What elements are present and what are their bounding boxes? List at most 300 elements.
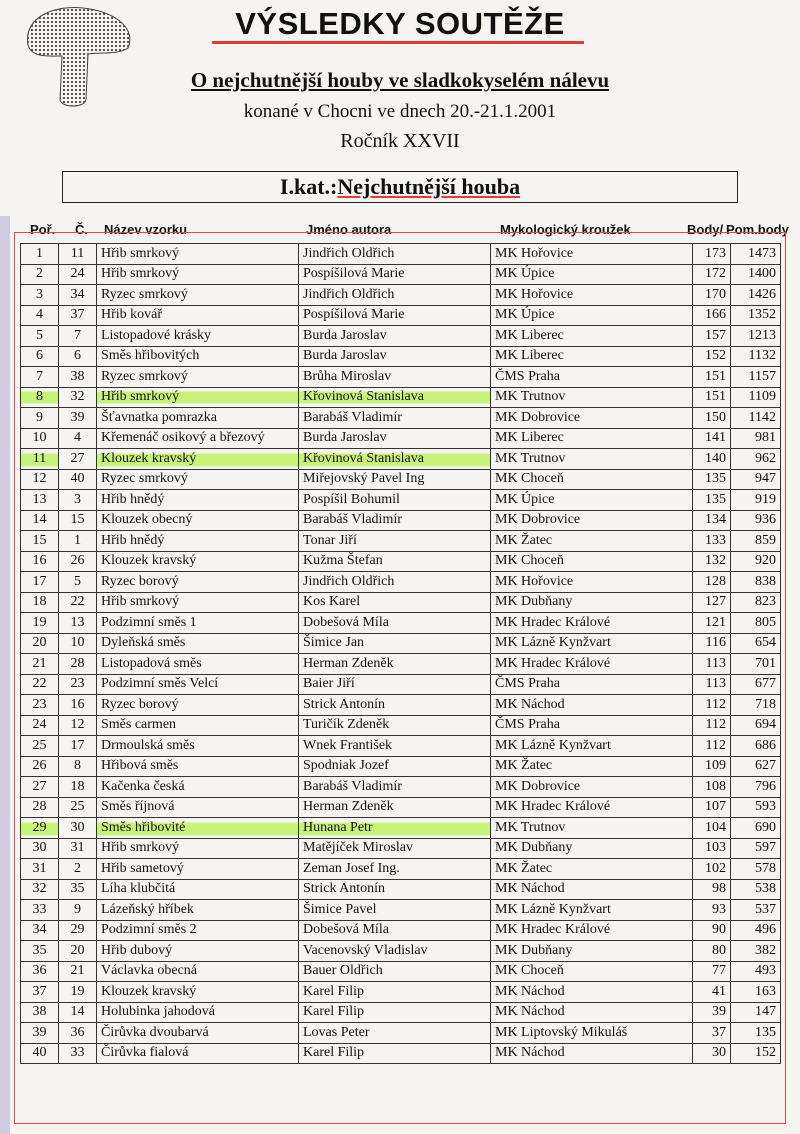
header-sample: Název vzorku	[104, 222, 188, 237]
sample-cell: Listopadové krásky	[97, 326, 299, 347]
number-cell: 37	[59, 305, 97, 326]
table-row	[21, 797, 781, 818]
aux-points-cell: 1400	[731, 264, 781, 285]
sample-cell: Hřib smrkový	[97, 264, 299, 285]
aux-points-cell: 805	[731, 613, 781, 634]
club-cell: MK Úpice	[491, 490, 693, 511]
sample-cell: Ryzec smrkový	[97, 285, 299, 306]
club-cell: MK Dubňany	[491, 838, 693, 859]
rank-cell: 39	[21, 1023, 59, 1044]
club-cell: MK Náchod	[491, 1043, 693, 1064]
points-cell: 170	[693, 285, 731, 306]
points-cell: 41	[693, 982, 731, 1003]
aux-points-cell: 981	[731, 428, 781, 449]
club-cell: MK Náchod	[491, 982, 693, 1003]
number-cell: 31	[59, 838, 97, 859]
aux-points-cell: 1109	[731, 387, 781, 408]
header-author: Jméno autora	[306, 222, 392, 237]
sample-cell: Listopadová směs	[97, 654, 299, 675]
points-cell: 121	[693, 613, 731, 634]
aux-points-cell: 694	[731, 715, 781, 736]
rank-cell: 23	[21, 695, 59, 716]
rank-cell: 22	[21, 674, 59, 695]
points-cell: 102	[693, 859, 731, 880]
points-cell: 135	[693, 490, 731, 511]
aux-points-cell: 654	[731, 633, 781, 654]
points-cell: 172	[693, 264, 731, 285]
rank-cell: 25	[21, 736, 59, 757]
points-cell: 132	[693, 551, 731, 572]
club-cell: MK Hradec Králové	[491, 613, 693, 634]
number-cell: 9	[59, 900, 97, 921]
points-cell: 30	[693, 1043, 731, 1064]
aux-points-cell: 152	[731, 1043, 781, 1064]
aux-points-cell: 947	[731, 469, 781, 490]
author-cell: Barabáš Vladimír	[299, 408, 491, 429]
table-row	[21, 264, 781, 285]
table-row	[21, 715, 781, 736]
table-row	[21, 305, 781, 326]
author-cell: Brůha Miroslav	[299, 367, 491, 388]
author-cell: Burda Jaroslav	[299, 326, 491, 347]
club-cell: MK Hradec Králové	[491, 797, 693, 818]
aux-points-cell: 677	[731, 674, 781, 695]
club-cell: MK Lázně Kynžvart	[491, 736, 693, 757]
club-cell: MK Žatec	[491, 859, 693, 880]
number-cell: 38	[59, 367, 97, 388]
number-cell: 35	[59, 879, 97, 900]
number-cell: 14	[59, 1002, 97, 1023]
number-cell: 32	[59, 387, 97, 408]
table-row	[21, 838, 781, 859]
sample-cell: Klouzek kravský	[97, 551, 299, 572]
table-row	[21, 613, 781, 634]
table-row	[21, 428, 781, 449]
club-cell: MK Hořovice	[491, 244, 693, 265]
sample-cell: Hřib smrkový	[97, 838, 299, 859]
aux-points-cell: 690	[731, 818, 781, 839]
aux-points-cell: 718	[731, 695, 781, 716]
points-cell: 151	[693, 367, 731, 388]
number-cell: 22	[59, 592, 97, 613]
number-cell: 21	[59, 961, 97, 982]
number-cell: 26	[59, 551, 97, 572]
author-cell: Lovas Peter	[299, 1023, 491, 1044]
club-cell: MK Dobrovice	[491, 777, 693, 798]
number-cell: 40	[59, 469, 97, 490]
author-cell: Pospíšilová Marie	[299, 305, 491, 326]
points-cell: 112	[693, 695, 731, 716]
category-box	[62, 171, 738, 203]
number-cell: 20	[59, 941, 97, 962]
points-cell: 133	[693, 531, 731, 552]
aux-points-cell: 493	[731, 961, 781, 982]
sample-cell: Holubinka jahodová	[97, 1002, 299, 1023]
number-cell: 15	[59, 510, 97, 531]
aux-points-cell: 838	[731, 572, 781, 593]
rank-cell: 35	[21, 941, 59, 962]
points-cell: 116	[693, 633, 731, 654]
rank-cell: 29	[21, 818, 59, 839]
rank-cell: 31	[21, 859, 59, 880]
table-row	[21, 531, 781, 552]
number-cell: 8	[59, 756, 97, 777]
author-cell: Tonar Jiří	[299, 531, 491, 552]
points-cell: 109	[693, 756, 731, 777]
category-name: Nejchutnější houba	[337, 174, 521, 199]
points-cell: 98	[693, 879, 731, 900]
club-cell: MK Trutnov	[491, 387, 693, 408]
table-row	[21, 859, 781, 880]
rank-cell: 14	[21, 510, 59, 531]
points-cell: 90	[693, 920, 731, 941]
rank-cell: 21	[21, 654, 59, 675]
points-cell: 127	[693, 592, 731, 613]
header-number: Č.	[75, 222, 88, 237]
table-row	[21, 674, 781, 695]
author-cell: Barabáš Vladimír	[299, 510, 491, 531]
aux-points-cell: 135	[731, 1023, 781, 1044]
sample-cell: Hřib sametový	[97, 859, 299, 880]
aux-points-cell: 593	[731, 797, 781, 818]
table-row	[21, 346, 781, 367]
rank-cell: 3	[21, 285, 59, 306]
number-cell: 30	[59, 818, 97, 839]
table-row	[21, 1043, 781, 1064]
rank-cell: 20	[21, 633, 59, 654]
number-cell: 19	[59, 982, 97, 1003]
sample-cell: Hřib smrkový	[97, 244, 299, 265]
points-cell: 135	[693, 469, 731, 490]
contest-subtitle: O nejchutnější houby ve sladkokyselém nálevu	[190, 68, 610, 92]
aux-points-cell: 1157	[731, 367, 781, 388]
rank-cell: 37	[21, 982, 59, 1003]
rank-cell: 34	[21, 920, 59, 941]
author-cell: Jindřich Oldřich	[299, 244, 491, 265]
club-cell: MK Dubňany	[491, 941, 693, 962]
number-cell: 33	[59, 1043, 97, 1064]
points-cell: 128	[693, 572, 731, 593]
aux-points-cell: 1426	[731, 285, 781, 306]
rank-cell: 27	[21, 777, 59, 798]
sample-cell: Směs hřibovité	[97, 818, 299, 839]
points-cell: 103	[693, 838, 731, 859]
number-cell: 1	[59, 531, 97, 552]
aux-points-cell: 1132	[731, 346, 781, 367]
rank-cell: 9	[21, 408, 59, 429]
rank-cell: 38	[21, 1002, 59, 1023]
points-cell: 134	[693, 510, 731, 531]
club-cell: MK Úpice	[491, 305, 693, 326]
author-cell: Šimice Pavel	[299, 900, 491, 921]
title-underline	[212, 41, 584, 44]
sample-cell: Ryzec smrkový	[97, 469, 299, 490]
points-cell: 140	[693, 449, 731, 470]
number-cell: 24	[59, 264, 97, 285]
sample-cell: Hřib hnědý	[97, 490, 299, 511]
header-points: Body/	[687, 222, 724, 237]
sample-cell: Hřib smrkový	[97, 387, 299, 408]
rank-cell: 16	[21, 551, 59, 572]
club-cell: MK Dubňany	[491, 592, 693, 613]
number-cell: 12	[59, 715, 97, 736]
club-cell: MK Choceň	[491, 469, 693, 490]
rank-cell: 18	[21, 592, 59, 613]
author-cell: Herman Zdeněk	[299, 654, 491, 675]
aux-points-cell: 163	[731, 982, 781, 1003]
author-cell: Karel Filip	[299, 1043, 491, 1064]
table-row	[21, 982, 781, 1003]
table-row	[21, 510, 781, 531]
sample-cell: Směs hřibovitých	[97, 346, 299, 367]
aux-points-cell: 627	[731, 756, 781, 777]
club-cell: MK Náchod	[491, 695, 693, 716]
number-cell: 25	[59, 797, 97, 818]
category-prefix: I.kat.:	[279, 174, 338, 199]
rank-cell: 13	[21, 490, 59, 511]
table-row	[21, 449, 781, 470]
aux-points-cell: 1352	[731, 305, 781, 326]
aux-points-cell: 919	[731, 490, 781, 511]
rank-cell: 30	[21, 838, 59, 859]
rank-cell: 5	[21, 326, 59, 347]
club-cell: MK Dobrovice	[491, 408, 693, 429]
author-cell: Zeman Josef Ing.	[299, 859, 491, 880]
sample-cell: Drmoulská směs	[97, 736, 299, 757]
club-cell: MK Náchod	[491, 879, 693, 900]
aux-points-cell: 859	[731, 531, 781, 552]
sample-cell: Podzimní směs 2	[97, 920, 299, 941]
points-cell: 112	[693, 715, 731, 736]
club-cell: MK Liberec	[491, 346, 693, 367]
sample-cell: Klouzek obecný	[97, 510, 299, 531]
club-cell: ČMS Praha	[491, 367, 693, 388]
number-cell: 39	[59, 408, 97, 429]
author-cell: Jindřich Oldřich	[299, 572, 491, 593]
scan-edge	[0, 216, 10, 1134]
author-cell: Baier Jiří	[299, 674, 491, 695]
sample-cell: Ryzec borový	[97, 695, 299, 716]
sample-cell: Hřib hnědý	[97, 531, 299, 552]
author-cell: Vacenovský Vladislav	[299, 941, 491, 962]
aux-points-cell: 1142	[731, 408, 781, 429]
points-cell: 77	[693, 961, 731, 982]
table-row	[21, 592, 781, 613]
rank-cell: 26	[21, 756, 59, 777]
table-row	[21, 920, 781, 941]
rank-cell: 32	[21, 879, 59, 900]
sample-cell: Lázeňský hříbek	[97, 900, 299, 921]
aux-points-cell: 382	[731, 941, 781, 962]
author-cell: Kužma Štefan	[299, 551, 491, 572]
points-cell: 113	[693, 674, 731, 695]
rank-cell: 17	[21, 572, 59, 593]
author-cell: Kos Karel	[299, 592, 491, 613]
rank-cell: 28	[21, 797, 59, 818]
club-cell: MK Žatec	[491, 531, 693, 552]
sample-cell: Šťavnatka pomrazka	[97, 408, 299, 429]
aux-points-cell: 537	[731, 900, 781, 921]
rank-cell: 8	[21, 387, 59, 408]
sample-cell: Václavka obecná	[97, 961, 299, 982]
club-cell: MK Liberec	[491, 326, 693, 347]
author-cell: Strick Antonín	[299, 695, 491, 716]
club-cell: MK Trutnov	[491, 818, 693, 839]
rank-cell: 33	[21, 900, 59, 921]
author-cell: Dobešová Míla	[299, 920, 491, 941]
author-cell: Wnek František	[299, 736, 491, 757]
number-cell: 6	[59, 346, 97, 367]
author-cell: Burda Jaroslav	[299, 346, 491, 367]
points-cell: 107	[693, 797, 731, 818]
number-cell: 27	[59, 449, 97, 470]
club-cell: MK Lázně Kynžvart	[491, 633, 693, 654]
points-cell: 39	[693, 1002, 731, 1023]
table-row	[21, 490, 781, 511]
club-cell: MK Žatec	[491, 756, 693, 777]
points-cell: 157	[693, 326, 731, 347]
points-cell: 104	[693, 818, 731, 839]
points-cell: 93	[693, 900, 731, 921]
sample-cell: Podzimní směs 1	[97, 613, 299, 634]
rank-cell: 11	[21, 449, 59, 470]
rank-cell: 19	[21, 613, 59, 634]
sample-cell: Čirůvka fialová	[97, 1043, 299, 1064]
points-cell: 173	[693, 244, 731, 265]
author-cell: Křovinová Stanislava	[299, 449, 491, 470]
table-row	[21, 654, 781, 675]
number-cell: 29	[59, 920, 97, 941]
aux-points-cell: 496	[731, 920, 781, 941]
aux-points-cell: 962	[731, 449, 781, 470]
aux-points-cell: 1213	[731, 326, 781, 347]
points-cell: 151	[693, 387, 731, 408]
author-cell: Burda Jaroslav	[299, 428, 491, 449]
sample-cell: Hřib smrkový	[97, 592, 299, 613]
number-cell: 13	[59, 613, 97, 634]
number-cell: 16	[59, 695, 97, 716]
aux-points-cell: 597	[731, 838, 781, 859]
author-cell: Šimice Jan	[299, 633, 491, 654]
author-cell: Herman Zdeněk	[299, 797, 491, 818]
club-cell: MK Trutnov	[491, 449, 693, 470]
number-cell: 11	[59, 244, 97, 265]
sample-cell: Klouzek kravský	[97, 449, 299, 470]
author-cell: Miřejovský Pavel Ing	[299, 469, 491, 490]
table-row	[21, 777, 781, 798]
sample-cell: Směs carmen	[97, 715, 299, 736]
sample-cell: Čirůvka dvoubarvá	[97, 1023, 299, 1044]
club-cell: MK Lázně Kynžvart	[491, 900, 693, 921]
author-cell: Turičík Zdeněk	[299, 715, 491, 736]
rank-cell: 12	[21, 469, 59, 490]
table-row	[21, 756, 781, 777]
author-cell: Pospíšil Bohumil	[299, 490, 491, 511]
number-cell: 23	[59, 674, 97, 695]
club-cell: MK Liptovský Mikuláš	[491, 1023, 693, 1044]
aux-points-cell: 823	[731, 592, 781, 613]
aux-points-cell: 936	[731, 510, 781, 531]
sample-cell: Kačenka česká	[97, 777, 299, 798]
rank-cell: 36	[21, 961, 59, 982]
author-cell: Dobešová Míla	[299, 613, 491, 634]
number-cell: 7	[59, 326, 97, 347]
aux-points-cell: 578	[731, 859, 781, 880]
table-row	[21, 572, 781, 593]
points-cell: 80	[693, 941, 731, 962]
club-cell: MK Úpice	[491, 264, 693, 285]
sample-cell: Hřib kovář	[97, 305, 299, 326]
points-cell: 37	[693, 1023, 731, 1044]
table-row	[21, 695, 781, 716]
page-title: VÝSLEDKY SOUTĚŽE	[235, 6, 565, 41]
sample-cell: Ryzec smrkový	[97, 367, 299, 388]
club-cell: MK Náchod	[491, 1002, 693, 1023]
header-rank: Poř.	[30, 222, 56, 237]
table-row	[21, 551, 781, 572]
author-cell: Barabáš Vladimír	[299, 777, 491, 798]
sample-cell: Dyleňská směs	[97, 633, 299, 654]
number-cell: 17	[59, 736, 97, 757]
rank-cell: 40	[21, 1043, 59, 1064]
sample-cell: Podzimní směs Velcí	[97, 674, 299, 695]
points-cell: 152	[693, 346, 731, 367]
club-cell: MK Dobrovice	[491, 510, 693, 531]
sample-cell: Hřib dubový	[97, 941, 299, 962]
table-row	[21, 326, 781, 347]
author-cell: Spodniak Jozef	[299, 756, 491, 777]
club-cell: ČMS Praha	[491, 674, 693, 695]
number-cell: 18	[59, 777, 97, 798]
table-row	[21, 367, 781, 388]
header-aux-points: Pom.body	[726, 222, 789, 237]
rank-cell: 6	[21, 346, 59, 367]
results-table	[20, 243, 781, 1064]
sample-cell: Klouzek kravský	[97, 982, 299, 1003]
club-cell: MK Hradec Králové	[491, 654, 693, 675]
club-cell: MK Choceň	[491, 961, 693, 982]
mushroom-icon	[18, 0, 138, 110]
number-cell: 10	[59, 633, 97, 654]
author-cell: Hunana Petr	[299, 818, 491, 839]
rank-cell: 4	[21, 305, 59, 326]
points-cell: 141	[693, 428, 731, 449]
number-cell: 3	[59, 490, 97, 511]
table-row	[21, 961, 781, 982]
number-cell: 28	[59, 654, 97, 675]
table-row	[21, 285, 781, 306]
author-cell: Bauer Oldřich	[299, 961, 491, 982]
club-cell: MK Hořovice	[491, 572, 693, 593]
table-row	[21, 736, 781, 757]
author-cell: Karel Filip	[299, 1002, 491, 1023]
author-cell: Křovinová Stanislava	[299, 387, 491, 408]
points-cell: 113	[693, 654, 731, 675]
table-row	[21, 244, 781, 265]
table-row	[21, 818, 781, 839]
table-row	[21, 387, 781, 408]
rank-cell: 24	[21, 715, 59, 736]
table-row	[21, 879, 781, 900]
club-cell: MK Hořovice	[491, 285, 693, 306]
club-cell: ČMS Praha	[491, 715, 693, 736]
aux-points-cell: 686	[731, 736, 781, 757]
club-cell: MK Liberec	[491, 428, 693, 449]
table-row	[21, 1002, 781, 1023]
aux-points-cell: 920	[731, 551, 781, 572]
sample-cell: Líha klubčitá	[97, 879, 299, 900]
rank-cell: 7	[21, 367, 59, 388]
